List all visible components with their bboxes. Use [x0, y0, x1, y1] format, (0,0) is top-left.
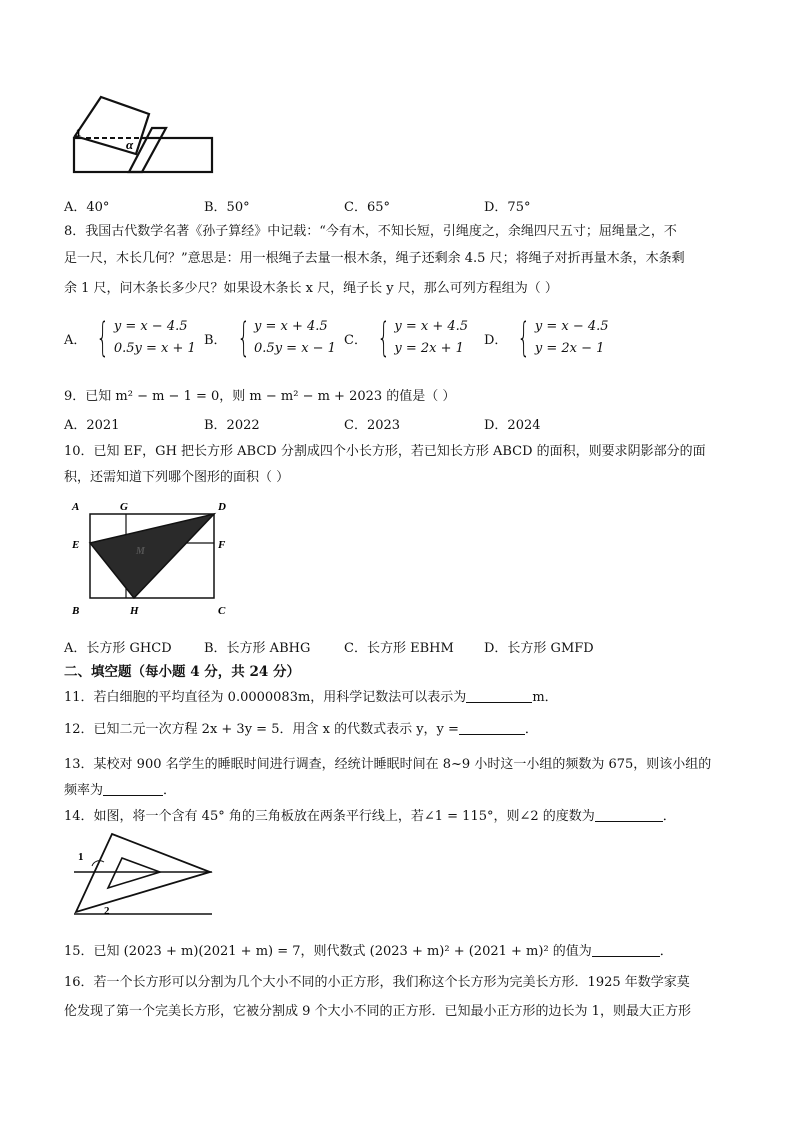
- q8-option-d-eq1: y = x − 4.5: [534, 319, 609, 334]
- q10-label-a: A: [72, 501, 80, 513]
- q11-answer-blank[interactable]: [466, 689, 532, 703]
- q12: [64, 718, 538, 737]
- q7-option-c: C．65°: [344, 200, 390, 215]
- q7-label-alpha: α: [126, 137, 134, 152]
- q11-text: 11．若白细胞的平均直径为 0.0000083m，用科学记数法可以表示为: [64, 690, 467, 705]
- q8-option-d: D． { y = x − 4.5 y = 2x − 1: [484, 315, 609, 361]
- q10-label-e: E: [72, 539, 80, 551]
- q14-end: ．: [662, 809, 676, 824]
- q8-stem-line1: 8．我国古代数学名著《孙子算经》中记载：“今有木，不知长短，引绳度之，余绳四尺五寸；屈绳量之，不: [64, 224, 677, 239]
- q9-stem: 9．已知 m² − m − 1 = 0，则 m − m² − m + 2023 的值是（ ）: [64, 389, 456, 404]
- q9-option-a: A．2021: [64, 418, 120, 433]
- q7-figure: [68, 92, 218, 182]
- q8-option-a-label: A．: [64, 332, 87, 348]
- q10-label-m: M: [136, 546, 145, 557]
- q9-option-b: B．2022: [204, 418, 260, 433]
- q14-label-1: 1: [78, 851, 84, 863]
- q8-option-d-label: D．: [484, 332, 508, 348]
- q10-option-b: B．长方形 ABHG: [204, 641, 311, 656]
- q8-option-b-eq1: y = x + 4.5: [254, 319, 328, 334]
- q10-label-f: F: [218, 539, 226, 551]
- q8-option-a: A． { y = x − 4.5 0.5y = x + 1: [64, 315, 196, 361]
- q10-stem-line1: 10．已知 EF，GH 把长方形 ABCD 分割成四个小长方形，若已知长方形 ABCD 的面积，则要求阴影部分的面: [64, 444, 706, 459]
- q11: [64, 686, 558, 705]
- q15-end: ．: [659, 944, 673, 959]
- q13-answer-blank[interactable]: [103, 782, 163, 796]
- q11-unit: m．: [532, 690, 558, 705]
- q7-option-d: D．75°: [484, 200, 531, 215]
- q7-label-1: 1: [76, 128, 81, 139]
- q13-line1: 13．某校对 900 名学生的睡眠时间进行调查，经统计睡眠时间在 8~9 小时这一小组的频数为 675，则该小组的: [64, 757, 712, 772]
- q10-figure: [68, 496, 238, 622]
- q10-stem-line2: 积，还需知道下列哪个图形的面积（ ）: [64, 470, 290, 485]
- q8-option-a-eq1: y = x − 4.5: [113, 319, 188, 334]
- q7-option-a: A．40°: [64, 200, 110, 215]
- q15-answer-blank[interactable]: [592, 943, 660, 957]
- q14: [64, 805, 676, 824]
- q14-label-2: 2: [104, 905, 110, 917]
- q15-text: 15．已知 (2023 + m)(2021 + m) = 7，则代数式 (2023 + m)² + (2021 + m)² 的值为: [64, 944, 592, 959]
- q16-line1: 16．若一个长方形可以分割为几个大小不同的小正方形，我们称这个长方形为完美长方形．1925 年数学家莫: [64, 975, 690, 990]
- section-2-title: 二、填空题（每小题 4 分，共 24 分）: [64, 664, 300, 680]
- q12-answer-blank[interactable]: [459, 721, 525, 735]
- q15: [64, 940, 673, 959]
- q16-line2: 伦发现了第一个完美长方形，它被分割成 9 个大小不同的正方形．已知最小正方形的边长为 1，则最大正方形: [64, 1004, 691, 1019]
- q10-label-b: B: [72, 605, 80, 617]
- q8-option-d-eq2: y = 2x − 1: [534, 341, 605, 356]
- q13-text: 频率为: [64, 783, 104, 798]
- q10-option-d: D．长方形 GMFD: [484, 641, 594, 656]
- q7-option-b: B．50°: [204, 200, 250, 215]
- q14-answer-blank[interactable]: [595, 808, 663, 822]
- q8-stem-line3: 余 1 尺，问木条长多少尺？如果设木条长 x 尺，绳子长 y 尺，那么可列方程组为（ ）: [64, 281, 558, 296]
- q8-option-c-label: C．: [344, 332, 367, 348]
- q14-text: 14．如图，将一个含有 45° 角的三角板放在两条平行线上，若∠1 = 115°，则∠2 的度数为: [64, 809, 595, 824]
- q14-figure: [68, 830, 218, 920]
- q12-text: 12．已知二元一次方程 2x + 3y = 5．用含 x 的代数式表示 y，y =: [64, 722, 459, 737]
- q10-option-c: C．长方形 EBHM: [344, 641, 454, 656]
- q8-option-c: C． { y = x + 4.5 y = 2x + 1: [344, 315, 469, 361]
- q10-label-d: D: [218, 501, 226, 513]
- q8-option-b-eq2: 0.5y = x − 1: [254, 341, 336, 356]
- q8-option-c-eq2: y = 2x + 1: [394, 341, 464, 356]
- q10-option-a: A．长方形 GHCD: [64, 641, 172, 656]
- q8-option-c-eq1: y = x + 4.5: [394, 319, 469, 334]
- q10-label-g: G: [120, 501, 128, 513]
- q9-option-c: C．2023: [344, 418, 401, 433]
- q12-end: ．: [524, 722, 538, 737]
- q13-end: ．: [163, 783, 177, 798]
- q8-stem-line2: 足一尺，木长几何？”意思是：用一根绳子去量一根木条，绳子还剩余 4.5 尺；将绳子对折再量木条，木条剩: [64, 251, 685, 266]
- q13-line2: [64, 779, 176, 798]
- q8-option-b-label: B．: [204, 332, 227, 348]
- q10-label-h: H: [130, 605, 139, 617]
- q9-option-d: D．2024: [484, 418, 541, 433]
- q10-label-c: C: [218, 605, 226, 617]
- q8-option-b: B． { y = x + 4.5 0.5y = x − 1: [204, 315, 336, 361]
- q8-option-a-eq2: 0.5y = x + 1: [113, 341, 196, 356]
